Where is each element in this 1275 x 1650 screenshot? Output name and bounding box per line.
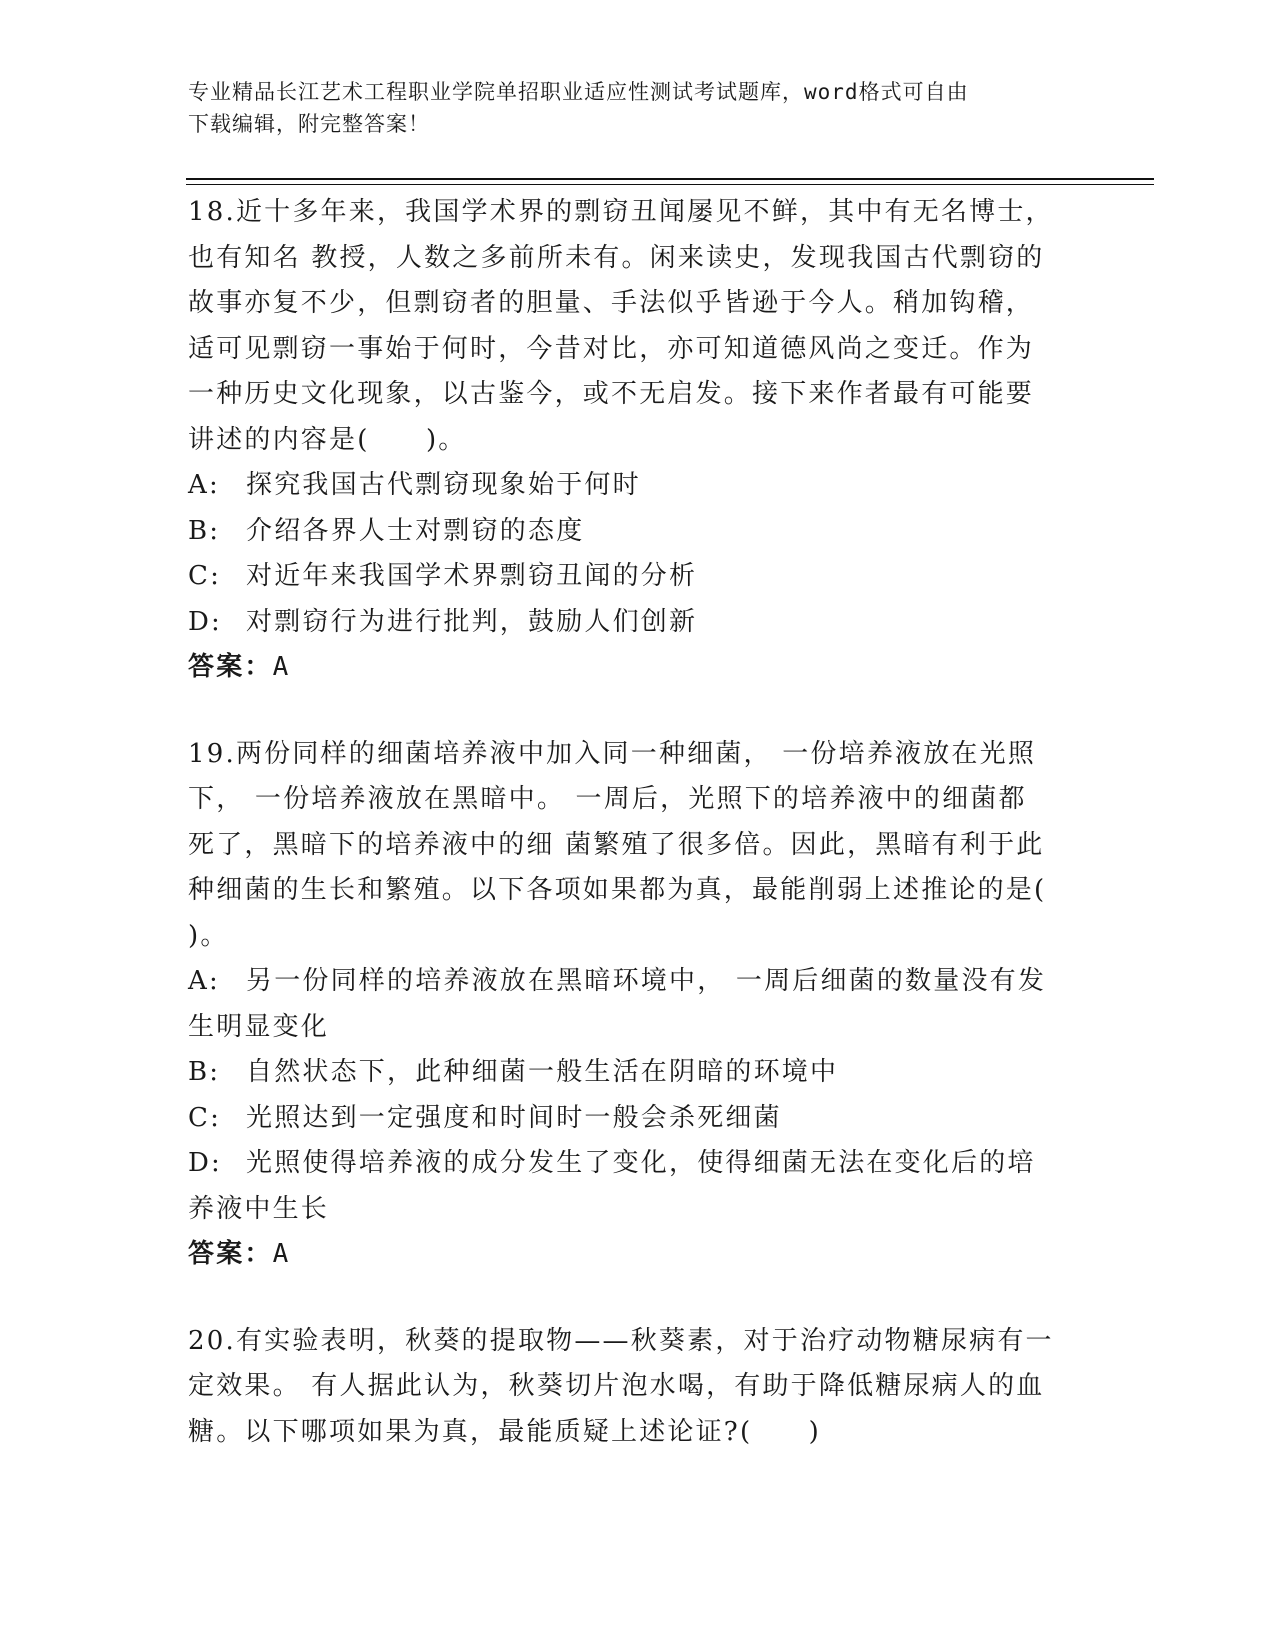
- question-20: [188, 1319, 1068, 1456]
- option-d: [188, 600, 1068, 646]
- question-stem-line: 死了，黑暗下的培养液中的细 菌繁殖了很多倍。因此，黑暗有利于此: [188, 829, 1045, 860]
- option-a: [188, 959, 1068, 1005]
- option-text: 对剽窃行为进行批判，鼓励人们创新: [246, 606, 698, 637]
- option-text: 探究我国古代剽窃现象始于何时: [246, 470, 641, 500]
- option-text: 对近年来我国学术界剽窃丑闻的分析: [246, 561, 698, 591]
- question-stem-line: 种细菌的生长和繁殖。以下各项如果都为真，最能削弱上述推论的是(: [188, 875, 1047, 905]
- question-stem-line: 18.近十多年来，我国学术界的剽窃丑闻屡见不鲜，其中有无名博士，: [188, 197, 1054, 227]
- option-letter: D:: [188, 1148, 223, 1178]
- option-text: 另一份同样的培养液放在黑暗环境中， 一周后细菌的数量没有发: [246, 966, 1047, 996]
- question-list: [188, 190, 1068, 1455]
- option-text: 介绍各界人士对剽窃的态度: [246, 515, 585, 546]
- option-text: 自然状态下，此种细菌一般生活在阴暗的环境中: [246, 1057, 839, 1087]
- answer-label: 答案：: [188, 1239, 273, 1269]
- spacer: [188, 1278, 1068, 1319]
- header-line-2: 下载编辑，附完整答案！: [188, 112, 430, 136]
- question-stem-line: 定效果。 有人据此认为，秋葵切片泡水喝，有助于降低糖尿病人的血: [188, 1371, 1045, 1401]
- header-line-1: 专业精品长江艺术工程职业学院单招职业适应性测试考试题库，word格式可自由: [188, 80, 969, 104]
- option-d: [188, 1141, 1068, 1187]
- option-text: 光照达到一定强度和时间时一般会杀死细菌: [246, 1102, 782, 1133]
- option-b: [188, 1050, 1068, 1096]
- option-c: [188, 554, 1068, 600]
- question-stem-line: 一种历史文化现象，以古鉴今，或不无启发。接下来作者最有可能要: [188, 379, 1035, 409]
- option-text: 光照使得培养液的成分发生了变化，使得细菌无法在变化后的培: [246, 1148, 1036, 1178]
- option-b: [188, 509, 1068, 555]
- question-stem-line: 故事亦复不少，但剽窃者的胆量、手法似乎皆逊于今人。稍加钩稽，: [188, 288, 1035, 318]
- page-header: [188, 76, 1068, 140]
- answer-label: 答案：: [188, 652, 273, 682]
- option-letter: A:: [188, 470, 220, 500]
- option-c: [188, 1096, 1068, 1142]
- option-letter: B:: [188, 1057, 221, 1087]
- question-stem-line: 也有知名 教授，人数之多前所未有。闲来读史，发现我国古代剽窃的: [188, 242, 1045, 273]
- answer-line: [188, 1232, 1068, 1278]
- header-rule-thick: [186, 178, 1154, 180]
- option-letter: A:: [188, 966, 220, 996]
- answer-value: A: [272, 652, 291, 682]
- option-continuation: 生明显变化: [188, 1011, 330, 1042]
- answer-value: A: [272, 1239, 291, 1269]
- question-stem-line: )。: [188, 920, 229, 951]
- question-stem-line: 适可见剽窃一事始于何时，今昔对比，亦可知道德风尚之变迁。作为: [188, 333, 1035, 364]
- answer-line: [188, 645, 1068, 691]
- header-rule-thin: [186, 184, 1154, 185]
- option-letter: C:: [188, 561, 222, 591]
- question-stem-line: 19.两份同样的细菌培养液中加入同一种细菌， 一份培养液放在光照: [188, 738, 1037, 769]
- question-18: [188, 190, 1068, 691]
- option-letter: D:: [188, 606, 223, 637]
- option-continuation: 养液中生长: [188, 1193, 330, 1224]
- spacer: [188, 691, 1068, 732]
- option-letter: C:: [188, 1102, 222, 1133]
- question-stem-line: 下， 一份培养液放在黑暗中。 一周后，光照下的培养液中的细菌都: [188, 784, 1027, 814]
- question-19: [188, 732, 1068, 1278]
- question-stem-line: 讲述的内容是( )。: [188, 424, 467, 455]
- question-stem-line: 糖。以下哪项如果为真，最能质疑上述论证?( ): [188, 1416, 822, 1447]
- option-letter: B:: [188, 515, 221, 546]
- option-a: [188, 463, 1068, 509]
- question-stem-line: 20.有实验表明，秋葵的提取物——秋葵素，对于治疗动物糖尿病有一: [188, 1325, 1054, 1356]
